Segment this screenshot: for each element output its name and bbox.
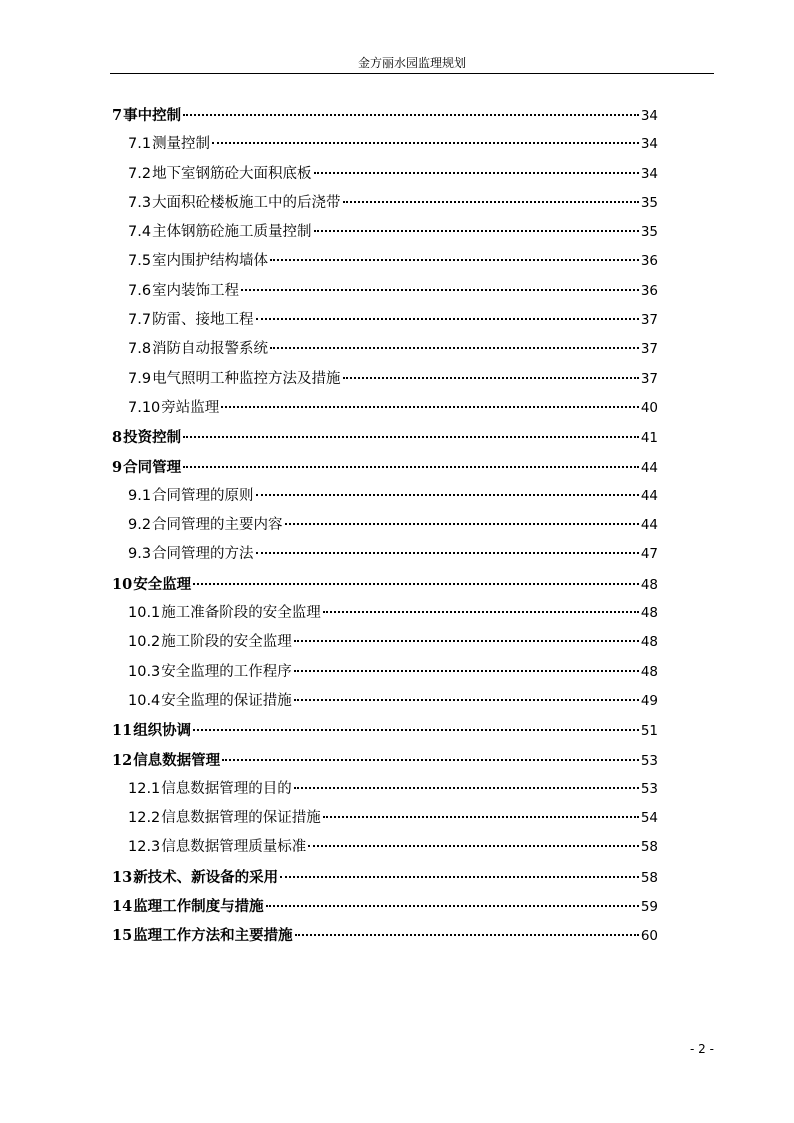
toc-entry-page: 48 xyxy=(640,576,658,593)
toc-entry-page: 60 xyxy=(640,928,658,945)
dot-leader xyxy=(221,406,639,408)
toc-entry-page: 34 xyxy=(640,108,658,124)
toc-entry-page: 41 xyxy=(640,430,658,447)
table-of-contents xyxy=(112,101,658,951)
toc-entry-title: 室内围护结构墙体 xyxy=(152,253,269,270)
toc-entry-title: 安全监理 xyxy=(133,575,192,593)
toc-entry-number: 9.3 xyxy=(128,546,152,563)
dot-leader xyxy=(193,729,639,731)
dot-leader xyxy=(314,230,639,232)
toc-entry-title: 合同管理的方法 xyxy=(152,546,254,563)
toc-entry-title: 施工准备阶段的安全监理 xyxy=(161,605,321,622)
toc-entry[interactable] xyxy=(112,570,658,599)
toc-entry-number: 12.2 xyxy=(128,810,161,827)
dot-leader xyxy=(294,670,639,672)
toc-entry-number: 11 xyxy=(112,722,133,740)
toc-entry-number: 14 xyxy=(112,898,133,916)
toc-entry[interactable] xyxy=(112,306,658,335)
dot-leader xyxy=(308,845,639,847)
toc-entry[interactable] xyxy=(112,394,658,423)
toc-entry-number: 7.4 xyxy=(128,224,152,241)
toc-entry-page: 37 xyxy=(640,341,658,358)
toc-entry[interactable] xyxy=(112,687,658,716)
toc-entry[interactable] xyxy=(112,833,658,862)
dot-leader xyxy=(183,466,639,468)
toc-entry-page: 40 xyxy=(640,399,658,416)
toc-entry[interactable] xyxy=(112,365,658,394)
dot-leader xyxy=(212,142,639,144)
toc-entry[interactable] xyxy=(112,599,658,628)
toc-entry[interactable] xyxy=(112,628,658,657)
toc-entry-number: 12 xyxy=(112,751,133,769)
toc-entry[interactable] xyxy=(112,189,658,218)
toc-entry-page: 53 xyxy=(640,752,658,769)
toc-entry-number: 9 xyxy=(112,458,123,476)
toc-entry-number: 10.3 xyxy=(128,663,161,680)
dot-leader xyxy=(270,259,639,261)
header-title: 金方丽水园监理规划 xyxy=(357,56,466,70)
toc-entry-page: 44 xyxy=(640,459,658,476)
toc-entry-number: 13 xyxy=(112,868,133,886)
toc-entry-title: 测量控制 xyxy=(152,136,211,153)
dot-leader xyxy=(183,114,639,116)
toc-entry-page: 51 xyxy=(640,723,658,740)
toc-entry[interactable] xyxy=(112,863,658,892)
dot-leader xyxy=(294,787,639,789)
toc-entry-title: 施工阶段的安全监理 xyxy=(161,634,292,651)
toc-entry-number: 7.9 xyxy=(128,370,152,387)
toc-entry-number: 15 xyxy=(112,927,133,945)
toc-entry-title: 监理工作方法和主要措施 xyxy=(133,927,293,945)
toc-entry-number: 7.2 xyxy=(128,165,152,182)
toc-entry-page: 49 xyxy=(640,692,658,709)
toc-entry-page: 48 xyxy=(640,634,658,651)
dot-leader xyxy=(256,318,639,320)
toc-entry[interactable] xyxy=(112,716,658,745)
dot-leader xyxy=(183,436,639,438)
toc-entry[interactable] xyxy=(112,482,658,511)
toc-entry-title: 监理工作制度与措施 xyxy=(133,898,264,916)
toc-entry-title: 组织协调 xyxy=(133,722,192,740)
toc-entry[interactable] xyxy=(112,921,658,950)
toc-entry-number: 10.1 xyxy=(128,605,161,622)
toc-entry-number: 7.7 xyxy=(128,312,152,329)
toc-entry-page: 48 xyxy=(640,663,658,680)
toc-entry-number: 12.3 xyxy=(128,839,161,856)
dot-leader xyxy=(222,759,639,761)
toc-entry-title: 安全监理的保证措施 xyxy=(161,692,292,709)
toc-entry-page: 54 xyxy=(640,810,658,827)
toc-entry-number: 9.1 xyxy=(128,487,152,504)
toc-entry-page: 37 xyxy=(640,312,658,329)
dot-leader xyxy=(295,934,639,936)
toc-entry-title: 室内装饰工程 xyxy=(152,282,240,299)
toc-entry[interactable] xyxy=(112,218,658,247)
toc-entry-page: 58 xyxy=(640,869,658,886)
toc-entry-title: 信息数据管理 xyxy=(133,751,221,769)
toc-entry-title: 防雷、接地工程 xyxy=(152,312,254,329)
toc-entry-page: 34 xyxy=(640,165,658,182)
toc-entry-page: 37 xyxy=(640,370,658,387)
toc-entry-page: 36 xyxy=(640,282,658,299)
toc-entry-title: 大面积砼楼板施工中的后浇带 xyxy=(152,194,341,211)
dot-leader xyxy=(343,201,639,203)
toc-entry[interactable] xyxy=(112,130,658,159)
toc-entry-page: 44 xyxy=(640,487,658,504)
dot-leader xyxy=(270,347,639,349)
toc-entry-number: 7.10 xyxy=(128,399,161,416)
toc-entry-title: 投资控制 xyxy=(123,429,182,447)
dot-leader xyxy=(294,640,639,642)
toc-entry[interactable] xyxy=(112,804,658,833)
toc-entry-page: 59 xyxy=(640,899,658,916)
toc-entry-title: 事中控制 xyxy=(123,107,182,124)
toc-entry[interactable] xyxy=(112,160,658,189)
toc-entry-page: 47 xyxy=(640,546,658,563)
toc-entry-number: 7.1 xyxy=(128,136,152,153)
toc-entry[interactable] xyxy=(112,746,658,775)
page-header xyxy=(110,55,714,74)
toc-entry[interactable] xyxy=(112,540,658,569)
dot-leader xyxy=(256,552,639,554)
toc-entry[interactable] xyxy=(112,511,658,540)
toc-entry-number: 7.3 xyxy=(128,194,152,211)
toc-entry-title: 主体钢筋砼施工质量控制 xyxy=(152,224,312,241)
toc-entry-title: 合同管理的原则 xyxy=(152,487,254,504)
toc-entry-page: 44 xyxy=(640,517,658,534)
toc-entry-title: 合同管理的主要内容 xyxy=(152,517,283,534)
toc-entry-title: 信息数据管理的目的 xyxy=(161,780,292,797)
toc-entry[interactable] xyxy=(112,892,658,921)
toc-entry-number: 7.8 xyxy=(128,341,152,358)
dot-leader xyxy=(323,816,639,818)
toc-entry-number: 12.1 xyxy=(128,780,161,797)
toc-entry-page: 48 xyxy=(640,605,658,622)
toc-entry-number: 7.5 xyxy=(128,253,152,270)
toc-entry[interactable] xyxy=(112,423,658,452)
toc-entry[interactable] xyxy=(112,453,658,482)
toc-entry[interactable] xyxy=(112,658,658,687)
toc-entry-page: 35 xyxy=(640,194,658,211)
dot-leader xyxy=(294,699,639,701)
dot-leader xyxy=(241,289,639,291)
toc-entry[interactable] xyxy=(112,775,658,804)
toc-entry-page: 34 xyxy=(640,136,658,153)
toc-entry-number: 10.2 xyxy=(128,634,161,651)
toc-entry-title: 新技术、新设备的采用 xyxy=(133,868,279,886)
toc-entry-title: 电气照明工种监控方法及措施 xyxy=(152,370,341,387)
toc-entry-title: 信息数据管理质量标准 xyxy=(161,839,307,856)
toc-entry-title: 消防自动报警系统 xyxy=(152,341,269,358)
toc-entry-number: 9.2 xyxy=(128,517,152,534)
dot-leader xyxy=(314,172,639,174)
dot-leader xyxy=(285,523,639,525)
toc-entry[interactable] xyxy=(112,101,658,130)
toc-entry-title: 信息数据管理的保证措施 xyxy=(161,810,321,827)
toc-entry-title: 安全监理的工作程序 xyxy=(161,663,292,680)
dot-leader xyxy=(343,377,639,379)
toc-entry-page: 53 xyxy=(640,780,658,797)
toc-entry-number: 7 xyxy=(112,107,123,124)
page-number: - 2 - xyxy=(690,1042,714,1056)
toc-entry-number: 7.6 xyxy=(128,282,152,299)
dot-leader xyxy=(193,583,639,585)
toc-entry-number: 10.4 xyxy=(128,692,161,709)
toc-entry[interactable] xyxy=(112,277,658,306)
toc-entry-page: 36 xyxy=(640,253,658,270)
toc-entry[interactable] xyxy=(112,247,658,276)
toc-entry-page: 58 xyxy=(640,839,658,856)
dot-leader xyxy=(280,876,639,878)
toc-entry-title: 合同管理 xyxy=(123,458,182,476)
toc-entry-title: 地下室钢筋砼大面积底板 xyxy=(152,165,312,182)
toc-entry-page: 35 xyxy=(640,224,658,241)
toc-entry[interactable] xyxy=(112,335,658,364)
dot-leader xyxy=(256,494,639,496)
dot-leader xyxy=(266,905,639,907)
toc-entry-number: 8 xyxy=(112,429,123,447)
dot-leader xyxy=(323,611,639,613)
toc-entry-title: 旁站监理 xyxy=(161,399,220,416)
toc-entry-number: 10 xyxy=(112,575,133,593)
